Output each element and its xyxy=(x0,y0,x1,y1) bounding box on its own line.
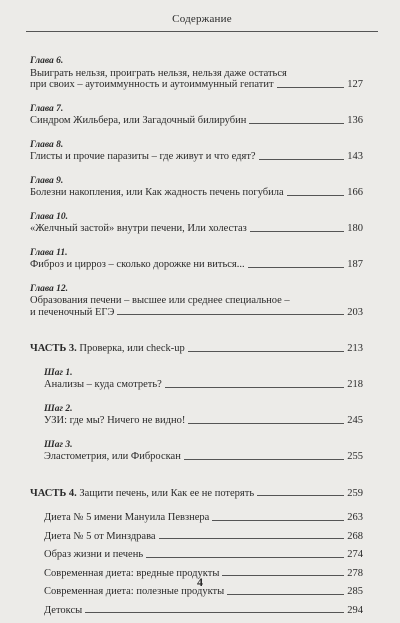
toc-entry-part-4 xyxy=(30,488,363,500)
toc-entry-part-3 xyxy=(30,343,363,355)
toc-entry-chapter-9 xyxy=(30,176,363,199)
toc-entry-step-2 xyxy=(30,404,363,427)
page-ref: 285 xyxy=(347,586,363,597)
toc-entry-step-3 xyxy=(30,440,363,463)
toc-entry-section xyxy=(30,605,363,617)
page-ref: 136 xyxy=(347,115,363,126)
leader-dots xyxy=(277,87,345,88)
table-of-contents xyxy=(30,56,363,623)
section-title: Образ жизни и печень xyxy=(44,549,144,560)
part-title: Проверка, или check-up xyxy=(79,343,185,354)
chapter-label: Глава 10. xyxy=(30,211,69,222)
page-ref: 245 xyxy=(347,415,363,426)
leader-dots xyxy=(249,123,344,124)
part-title: Защити печень, или Как ее не потерять xyxy=(79,487,255,499)
chapter-label: Глава 9. xyxy=(30,175,64,186)
leader-dots xyxy=(259,159,345,160)
leader-dots xyxy=(184,459,344,460)
toc-entry-section xyxy=(30,549,363,561)
part-label: ЧАСТЬ 4. xyxy=(30,487,77,499)
page-ref: 180 xyxy=(347,223,363,234)
page-ref: 259 xyxy=(347,487,363,499)
toc-entry-chapter-10 xyxy=(30,212,363,235)
chapter-title: Глисты и прочие паразиты – где живут и что едят? xyxy=(30,151,256,162)
part-label: ЧАСТЬ 3. xyxy=(30,343,77,354)
chapter-label: Глава 8. xyxy=(30,139,64,150)
page-ref: 166 xyxy=(347,187,363,198)
chapter-title-line: Образования печени – высшее или среднее специальное – xyxy=(30,295,290,306)
leader-dots xyxy=(188,351,345,352)
step-title: УЗИ: где мы? Ничего не видно! xyxy=(44,415,186,426)
chapter-label: Глава 12. xyxy=(30,283,69,294)
toc-entry-section xyxy=(30,531,363,543)
leader-dots xyxy=(257,495,344,496)
leader-dots xyxy=(117,314,344,315)
toc-entry-step-1 xyxy=(30,368,363,391)
chapter-title: Синдром Жильбера, или Загадочный билирубин xyxy=(30,115,247,126)
chapter-label: Глава 6. xyxy=(30,56,64,66)
leader-dots xyxy=(212,520,344,521)
step-label: Шаг 1. xyxy=(44,367,73,378)
step-label: Шаг 3. xyxy=(44,439,73,450)
leader-dots xyxy=(250,231,345,232)
leader-dots xyxy=(227,594,344,595)
toc-entry-chapter-6 xyxy=(30,56,363,91)
chapter-title: и печеночный ЕГЭ xyxy=(30,306,115,318)
page-ref: 278 xyxy=(347,567,363,579)
section-title: Современная диета: полезные продукты xyxy=(44,586,225,597)
toc-entry-chapter-11 xyxy=(30,248,363,271)
page-ref: 294 xyxy=(347,604,363,616)
leader-dots xyxy=(165,387,344,388)
toc-entry-chapter-12 xyxy=(30,284,363,319)
step-title: Эластометрия, или Фиброскан xyxy=(44,451,181,462)
section-title: Современная диета: вредные продукты xyxy=(44,567,220,579)
page-ref: 274 xyxy=(347,549,363,560)
page-number: 4 xyxy=(197,575,203,589)
page-ref: 203 xyxy=(347,306,363,318)
page-ref: 127 xyxy=(347,79,363,90)
chapter-label: Глава 11. xyxy=(30,247,68,258)
page-ref: 268 xyxy=(347,530,363,542)
chapter-title: при своих – аутоиммунность и аутоиммунный гепатит xyxy=(30,79,274,90)
chapter-title-line: Выиграть нельзя, проиграть нельзя, нельзя даже остаться xyxy=(30,67,287,79)
leader-dots xyxy=(146,557,344,558)
running-header: Содержание xyxy=(26,13,378,32)
chapter-title: Болезни накопления, или Как жадность печень погубила xyxy=(30,187,284,198)
leader-dots xyxy=(188,423,344,424)
page-ref: 218 xyxy=(347,379,363,390)
section-title: Диета № 5 имени Мануила Певзнера xyxy=(44,512,210,523)
chapter-title: «Желчный застой» внутри печени, Или холестаз xyxy=(30,223,247,234)
leader-dots xyxy=(287,195,345,196)
section-title: Детоксы xyxy=(44,604,83,616)
page-ref: 263 xyxy=(347,512,363,523)
step-label: Шаг 2. xyxy=(44,403,73,414)
leader-dots xyxy=(85,612,344,613)
page-ref: 143 xyxy=(347,151,363,162)
leader-dots xyxy=(248,267,345,268)
step-title: Анализы – куда смотреть? xyxy=(44,379,162,390)
page-ref: 187 xyxy=(347,259,363,270)
page-ref: 255 xyxy=(347,451,363,462)
toc-entry-section xyxy=(30,512,363,524)
leader-dots xyxy=(159,538,345,539)
page-ref: 213 xyxy=(347,343,363,354)
chapter-label: Глава 7. xyxy=(30,103,64,114)
chapter-title: Фиброз и цирроз – сколько дорожке ни виться... xyxy=(30,259,245,270)
toc-entry-chapter-7 xyxy=(30,104,363,127)
toc-entry-chapter-8 xyxy=(30,140,363,163)
section-title: Диета № 5 от Минздрава xyxy=(44,530,156,542)
